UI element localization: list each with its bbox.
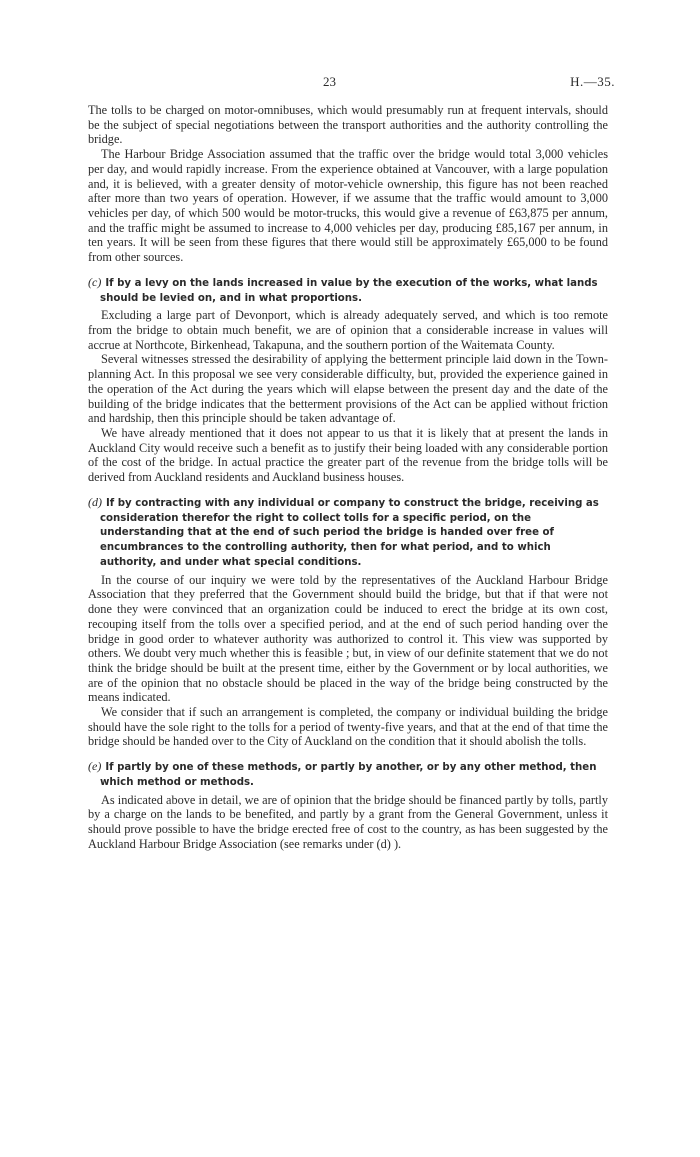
section-heading-d xyxy=(88,495,608,571)
section-heading-e xyxy=(88,759,608,791)
section-label: (d) xyxy=(88,494,102,509)
section-heading-c xyxy=(88,275,608,307)
paragraph: Several witnesses stressed the desirability of applying the betterment principle laid down in the Town-planning Act. In this proposal we see very considerable difficulty, but, provided the experience gained in the operation of the Act during the years which will elapse between the present day and the date of the building of the bridge indicates that the betterment provisions of the Act can be applied without friction and hardship, then this principle should be taken advantage of. xyxy=(88,352,608,426)
paragraph: Excluding a large part of Devonport, which is already adequately served, and which is too remote from the bridge to obtain much benefit, we are of opinion that a considerable increase in values will accrue at Northcote, Birkenhead, Takapuna, and the southern portion of the Waitemata County. xyxy=(88,308,608,352)
paragraph: We have already mentioned that it does not appear to us that it is likely that at present the lands in Auckland City would receive such a benefit as to justify their being loaded with any considerable portion of the cost of the bridge. In actual practice the greater part of the revenue from the bridge tolls will be derived from Auckland residents and Auckland business houses. xyxy=(88,425,608,485)
paragraph: We consider that if such an arrangement is completed, the company or individual building the bridge should have the sole right to the tolls for a period of twenty-five years, and that at the end of that time the bridge should be handed over to the City of Auckland on the condition that it should abolish the tolls. xyxy=(88,705,608,749)
section-question: If by contracting with any individual or company to construct the bridge, receiving as consideration therefor the right to collect tolls for a specific period, on the understanding that at the end of such period the bridge is handed over free of encumbrances to the controlling authority, then for what period, and to which authority, and under what special conditions. xyxy=(100,497,599,568)
document-body xyxy=(88,103,608,852)
paragraph: The tolls to be charged on motor-omnibuses, which would presumably run at frequent intervals, should be the subject of special negotiations between the transport authorities and the authority controlling the bridge. xyxy=(88,103,608,147)
paragraph: As indicated above in detail, we are of opinion that the bridge should be financed partly by tolls, partly by a charge on the lands to be benefited, and partly by a grant from the General Government, unless it should prove possible to have the bridge erected free of cost to the country, as has been suggested by the Auckland Harbour Bridge Association (see remarks under (d) ). xyxy=(88,792,608,851)
section-label: (e) xyxy=(88,759,102,774)
section-label: (c) xyxy=(88,274,102,289)
paragraph: In the course of our inquiry we were told by the representatives of the Auckland Harbour Bridge Association that they preferred that the Government should build the bridge, but that if that were not done they were convinced that an organization could be induced to erect the bridge at its own cost, recouping itself from the tolls over a specified period, and at the end of such period handing over the bridge in good order to whatever authority was authorized to control it. This view was supported by others. We doubt very much whether this is feasible ; but, in view of our definite statement that we do not think the bridge should be built at the present time, either by the Government or by local authorities, we are of the opinion that no obstacle should be placed in the way of the bridge being constructed by the means indicated. xyxy=(88,572,608,705)
page-number: 23 xyxy=(323,74,336,89)
document-reference: H.—35. xyxy=(570,74,615,89)
section-question: If partly by one of these methods, or partly by another, or by any other method, then which method or methods. xyxy=(100,762,597,788)
paragraph: The Harbour Bridge Association assumed that the traffic over the bridge would total 3,000 vehicles per day, and would rapidly increase. From the experience obtained at Vancouver, with a large population and, it is believed, with a greater density of motor-vehicle ownership, this figure has not been reached after more than two years of operation. However, if we assume that the traffic would amount to 3,000 vehicles per day, of which 500 would be motor-trucks, this would give a revenue of £63,875 per annum, and the traffic might be assumed to increase to 4,000 vehicles per day, producing £85,167 per annum, in ten years. It will be seen from these figures that there would still be approximately £65,000 to be found from other sources. xyxy=(88,147,608,265)
section-question: If by a levy on the lands increased in value by the execution of the works, what lands should be levied on, and in what proportions. xyxy=(100,277,598,304)
